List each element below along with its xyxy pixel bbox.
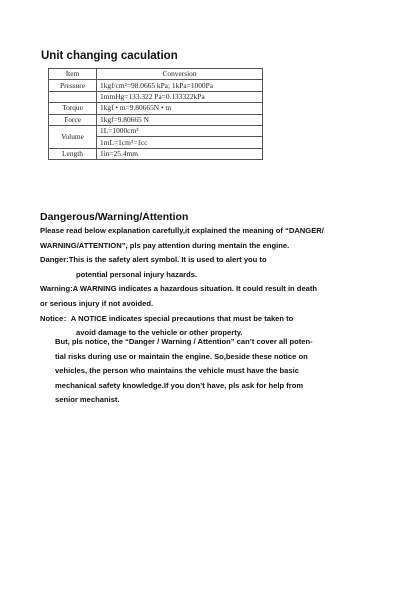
row-value: 1mL=1cm³=1cc	[97, 137, 263, 148]
table-row	[49, 80, 263, 91]
row-value: 1in=25.4mm	[97, 148, 263, 159]
table-header-row	[49, 69, 263, 80]
closing-line: vehicles, the person who maintains the vehicle must have the basic	[55, 366, 299, 376]
row-value: 1kgf • m=9.80665N • m	[97, 103, 263, 114]
row-value: 1kgf/cm²=98.0665 kPa; 1kPa=1000Pa	[97, 80, 263, 91]
column-header-item: Item	[49, 69, 97, 80]
table-row	[49, 125, 263, 136]
notice-line: Notice：A NOTICE indicates special precautions that must be taken to	[40, 313, 294, 323]
closing-line: tial risks during use or maintain the engine. So,beside these notice on	[55, 351, 308, 361]
row-item-force: Force	[49, 114, 97, 125]
row-value: 1L=1000cm³	[97, 125, 263, 136]
conversion-table	[48, 68, 263, 160]
closing-paragraph	[55, 335, 313, 408]
row-item-volume: Volume	[49, 125, 97, 148]
intro-line: Please read below explanation carefully,it explained the meaning of “DANGER/	[40, 226, 324, 235]
danger-line: Danger:This is the safety alert symbol. It is used to alert you to	[40, 255, 267, 265]
warning-section-title: Dangerous/Warning/Attention	[40, 211, 189, 223]
closing-line: But, pls notice, the “Danger / Warning / Attention” can’t cover all poten-	[55, 337, 313, 346]
row-value: 1kgf=9.80665 N	[97, 114, 263, 125]
table-row	[49, 103, 263, 114]
row-item-pressure: Pressure	[49, 80, 97, 91]
row-item-torque: Torque	[49, 103, 97, 114]
warning-line: Warning:A WARNING indicates a hazardous situation. It could result in death	[40, 284, 318, 294]
table-row	[49, 114, 263, 125]
row-value: 1mmHg=133.322 Pa=0.133322kPa	[97, 91, 263, 102]
intro-line: WARNING/ATTENTION”, pls pay attention during mentain the engine.	[40, 240, 290, 250]
row-item-length: Length	[49, 148, 97, 159]
notice-line: avoid damage to the vehicle or other property.	[76, 328, 243, 338]
warning-body	[40, 224, 385, 341]
table-row	[49, 148, 263, 159]
column-header-conversion: Conversion	[97, 69, 263, 80]
unit-section-title: Unit changing caculation	[41, 50, 178, 62]
warning-line: or serious injury if not avoided.	[40, 298, 154, 308]
closing-line: senior mechanist.	[55, 395, 120, 405]
danger-line: potential personal injury hazards.	[76, 269, 198, 279]
closing-line: mechanical safety knowledge.If you don’t have, pls ask for help from	[55, 380, 304, 390]
table-row	[49, 91, 263, 102]
row-item-empty	[49, 91, 97, 102]
